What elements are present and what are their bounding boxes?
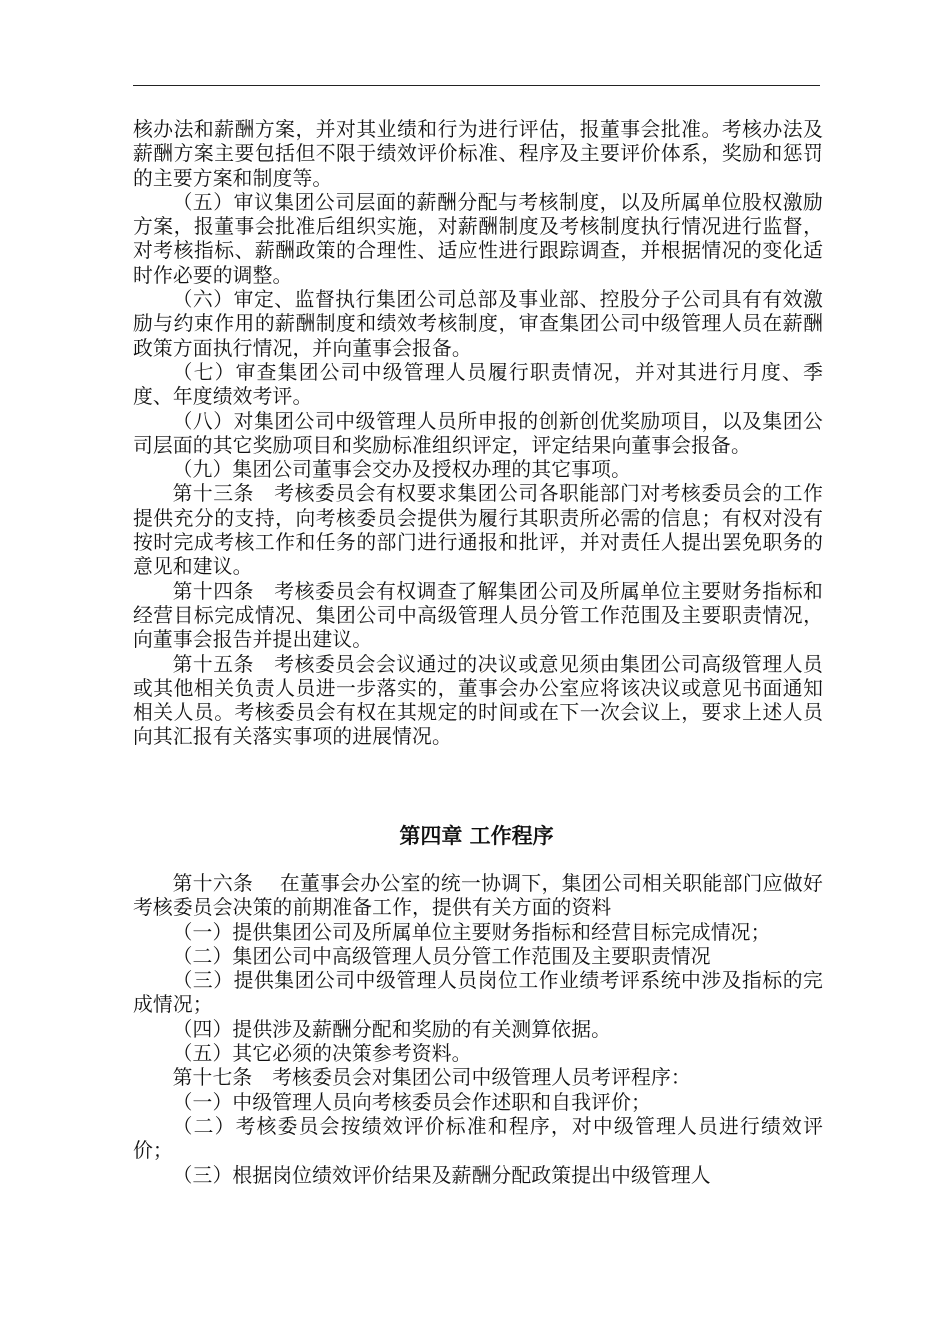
paragraph-16-item-4: （四）提供涉及薪酬分配和奖励的有关测算依据。 <box>172 1017 612 1041</box>
paragraph-17-item-2: （二）考核委员会按绩效评价标准和程序，对中级管理人员进行绩效评价； <box>133 1114 823 1163</box>
body-text-lower <box>133 872 823 1188</box>
paragraph-item-7: （七）审查集团公司中级管理人员履行职责情况，并对其进行月度、季度、年度绩效考评。 <box>133 360 823 409</box>
paragraph-item-6: （六）审定、监督执行集团公司总部及事业部、控股分子公司具有有效激励与约束作用的薪酬制度和绩效考核制度，审查集团公司中级管理人员在薪酬政策方面执行情况，并向董事会报备。 <box>133 288 823 360</box>
paragraph-article-17: 第十七条 考核委员会对集团公司中级管理人员考评程序： <box>172 1066 691 1090</box>
paragraph-article-14: 第十四条 考核委员会有权调查了解集团公司及所属单位主要财务指标和经营目标完成情况、集团公司中高级管理人员分管工作范围及主要职责情况，向董事会报告并提出建议。 <box>133 579 823 652</box>
paragraph-16-item-2: （二）集团公司中高级管理人员分管工作范围及主要职责情况 <box>172 944 711 968</box>
paragraph-item-5: （五）审议集团公司层面的薪酬分配与考核制度，以及所属单位股权激励方案，报董事会批准后组织实施，对薪酬制度及考核制度执行情况进行监督，对考核指标、薪酬政策的合理性、适应性进行跟踪调查，并根据情况的变化适时作必要的调整。 <box>133 190 823 287</box>
paragraph-item-9: （九）集团公司董事会交办及授权办理的其它事项。 <box>172 458 632 482</box>
paragraph-16-item-3: （三）提供集团公司中级管理人员岗位工作业绩考评系统中涉及指标的完成情况； <box>133 969 823 1017</box>
chapter-title: 第四章 工作程序 <box>399 824 554 848</box>
paragraph-item-8: （八）对集团公司中级管理人员所申报的创新创优奖励项目，以及集团公司层面的其它奖励项目和奖励标准组织评定，评定结果向董事会报备。 <box>133 409 823 457</box>
paragraph-16-item-5: （五）其它必须的决策参考资料。 <box>172 1042 472 1066</box>
header-rule <box>133 85 820 86</box>
paragraph-article-15: 第十五条 考核委员会会议通过的决议或意见须由集团公司高级管理人员或其他相关负责人员进一步落实的，董事会办公室应将该决议或意见书面通知相关人员。考核委员会有权在其规定的时间或在下一次会议上，要求上述人员向其汇报有关落实事项的进展情况。 <box>133 652 823 749</box>
body-text-upper <box>133 118 823 750</box>
paragraph-16-item-1: （一）提供集团公司及所属单位主要财务指标和经营目标完成情况； <box>172 920 771 944</box>
paragraph-continuation: 核办法和薪酬方案，并对其业绩和行为进行评估，报董事会批准。考核办法及薪酬方案主要包括但不限于绩效评价标准、程序及主要评价体系，奖励和惩罚的主要方案和制度等。 <box>133 118 823 190</box>
paragraph-17-item-3: （三）根据岗位绩效评价结果及薪酬分配政策提出中级管理人 <box>172 1163 711 1187</box>
paragraph-article-16: 第十六条 在董事会办公室的统一协调下，集团公司相关职能部门应做好考核委员会决策的前期准备工作，提供有关方面的资料 <box>133 872 823 920</box>
paragraph-article-13: 第十三条 考核委员会有权要求集团公司各职能部门对考核委员会的工作提供充分的支持，向考核委员会提供为履行其职责所必需的信息；有权对没有按时完成考核工作和任务的部门进行通报和批评，并对责任人提出罢免职务的意见和建议。 <box>133 482 823 579</box>
paragraph-17-item-1: （一）中级管理人员向考核委员会作述职和自我评价； <box>172 1090 651 1114</box>
